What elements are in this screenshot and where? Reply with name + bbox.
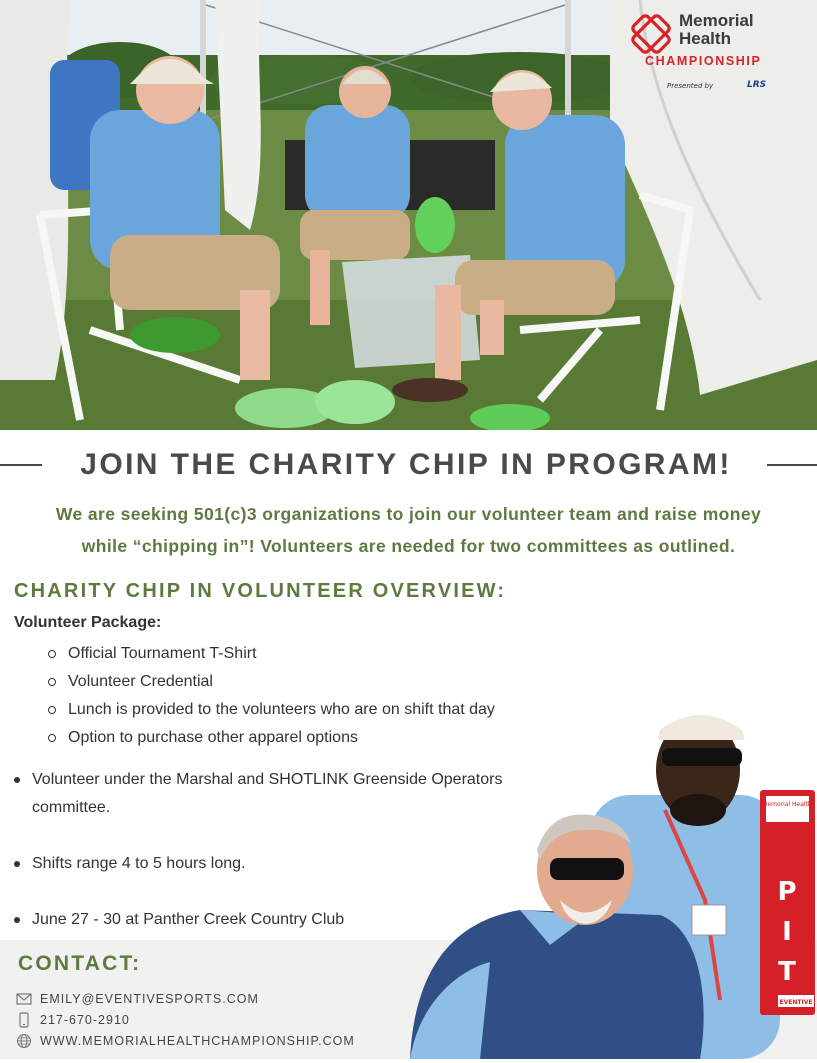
memorial-health-logo-icon — [629, 12, 673, 56]
contact-phone[interactable]: 217-670-2910 — [40, 1013, 130, 1027]
overview-bullet: June 27 - 30 at Panther Creek Country Club — [14, 906, 572, 934]
contact-website[interactable]: WWW.MEMORIALHEALTHCHAMPIONSHIP.COM — [40, 1034, 355, 1048]
intro-line-2: while “chipping in”! Volunteers are needed for two committees as outlined. — [81, 536, 736, 556]
two-volunteers-illustration — [400, 700, 817, 1059]
hollow-bullet-icon — [48, 650, 56, 658]
logo-presented-by: Presented by — [667, 82, 714, 90]
intro-line-1: We are seeking 501(c)3 organizations to join our volunteer team and raise money — [55, 504, 762, 524]
contact-email[interactable]: EMILY@EVENTIVESPORTS.COM — [40, 992, 259, 1006]
logo-sponsor: LRS — [747, 80, 767, 90]
hollow-bullet-icon — [48, 734, 56, 742]
hero-photo — [0, 0, 817, 430]
headline-rule-right — [767, 464, 817, 466]
headline-block — [0, 445, 817, 485]
globe-icon — [16, 1033, 32, 1049]
headline-rule-left — [0, 464, 42, 466]
overview-bullet: Volunteer under the Marshal and SHOTLINK Greenside Operators committee. — [14, 766, 572, 822]
logo-brand-text: Memorial Health — [679, 11, 754, 48]
hollow-bullet-icon — [48, 678, 56, 686]
overview-bullet: Shifts range 4 to 5 hours long. — [14, 850, 572, 878]
page-title: JOIN THE CHARITY CHIP IN PROGRAM! — [80, 448, 732, 481]
envelope-icon — [16, 991, 32, 1007]
contact-title: CONTACT: — [18, 952, 142, 975]
package-item: Option to purchase other apparel options — [48, 724, 495, 752]
sign-footer-text: EVENTIVE — [779, 999, 813, 1006]
package-item: Volunteer Credential — [48, 668, 495, 696]
sign-brand-text: Memorial Health — [762, 801, 812, 808]
sign-letter: T — [778, 957, 796, 987]
phone-icon — [16, 1012, 32, 1028]
intro-text — [20, 498, 797, 562]
bullet-icon — [14, 917, 20, 923]
volunteers-cutout-photo — [400, 700, 817, 1059]
package-item: Lunch is provided to the volunteers who are on shift that day — [48, 696, 495, 724]
package-title: Volunteer Package: — [14, 614, 162, 631]
overview-title: CHARITY CHIP IN VOLUNTEER OVERVIEW: — [14, 580, 507, 602]
bullet-icon — [14, 777, 20, 783]
package-item: Official Tournament T-Shirt — [48, 640, 495, 668]
hollow-bullet-icon — [48, 706, 56, 714]
logo-championship-text: CHAMPIONSHIP — [645, 54, 762, 68]
sign-letter: I — [782, 917, 792, 947]
bullet-icon — [14, 861, 20, 867]
sign-letter: P — [777, 877, 797, 907]
